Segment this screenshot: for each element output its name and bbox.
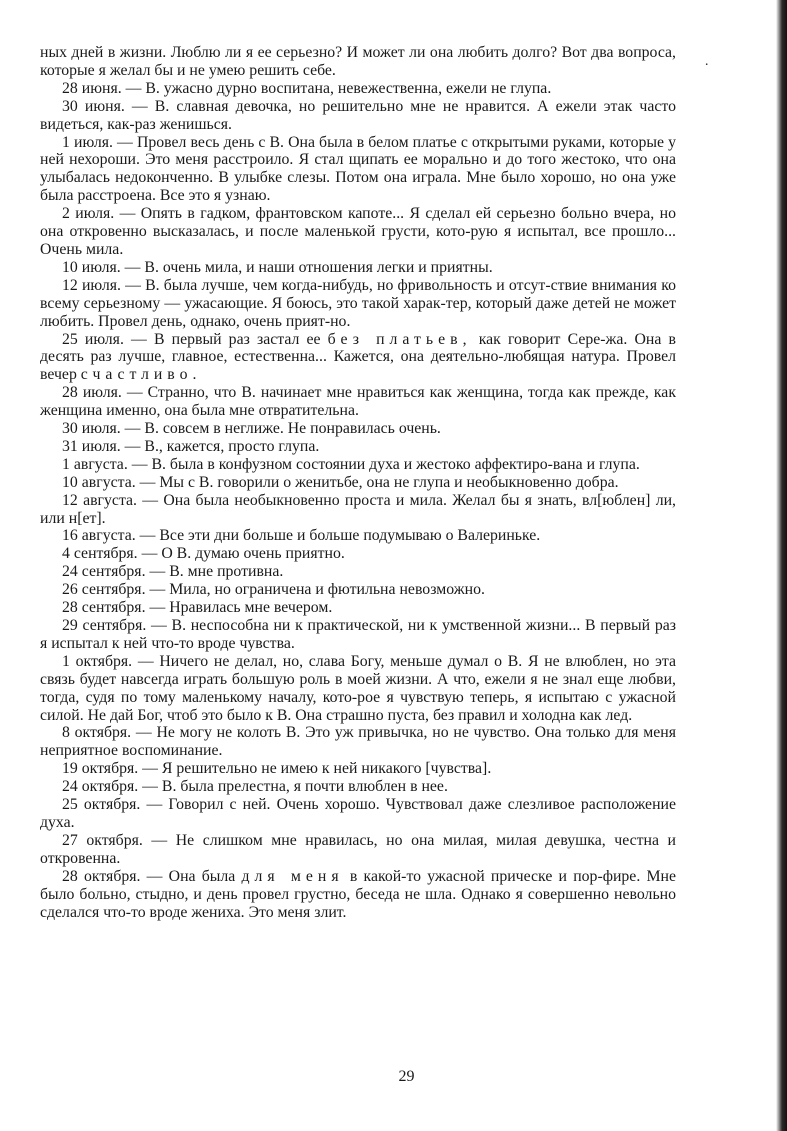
diary-entry: 30 июня. — В. славная девочка, но решительно мне не нравится. А ежели этак часто видеться, как-раз женишься. xyxy=(40,97,676,133)
diary-entry: 26 сентября. — Мила, но ограничена и фютильна невозможно. xyxy=(62,581,485,599)
diary-entry: 1 августа. — В. была в конфузном состоянии духа и жестоко аффектиро-вана и глупа. xyxy=(62,455,640,473)
diary-entry xyxy=(40,868,676,922)
diary-entry: 29 сентября. — В. неспособна ни к практической, ни к умственной жизни... В первый раз я испытал к ней что-то вроде чувства. xyxy=(40,617,676,652)
spaced-emphasis: счастливо. xyxy=(80,366,202,384)
entry-text: 25 июля. — В первый раз застал ее xyxy=(62,330,328,348)
diary-entry: 12 августа. — Она была необыкновенно проста и мила. Желал бы я знать, вл[юблен] ли, или н[ет]. xyxy=(40,491,676,527)
diary-entry: 10 августа. — Мы с В. говорили о женитьбе, она не глупа и необыкновенно добра. xyxy=(62,473,619,491)
diary-entry xyxy=(40,331,676,385)
diary-entry: 28 июля. — Странно, что В. начинает мне нравиться как женщина, тогда как прежде, как женщина именно, она была мне отвратительна. xyxy=(40,384,676,420)
diary-entry: 1 июля. — Провел весь день с В. Она была в белом платье с открытыми руками, которые у ней нехороши. Это меня расстроило. Я стал щипать ее морально и до того жестоко, что она улыбалась недоконченно. В улыбке слезы. Потом она играла. Мне было хорошо, но она уже была расстроена. Все это я узнаю. xyxy=(40,133,676,205)
diary-entry: 12 июля. — В. была лучше, чем когда-нибудь, но фривольность и отсут-ствие внимания ко всему серьезному — ужасающие. Я боюсь, это такой харак-тер, который даже детей не может любить. Провел день, однако, очень прият-но. xyxy=(40,276,676,330)
entry-text: как говорит Сере-жа. Она в десять раз лучше, главное, естественна... Кажется, она деятельно-любящая натура. Провел вечер xyxy=(40,330,676,384)
diary-entry: ных дней в жизни. Люблю ли я ее серьезно? И может ли она любить долго? Вот два вопроса, которые я желал бы и не умею решить себе. xyxy=(40,44,676,79)
entry-text: 28 октября. — Она была xyxy=(62,867,242,885)
diary-entry: 24 октября. — В. была прелестна, я почти влюблен в нее. xyxy=(62,778,448,796)
spaced-emphasis: без платьев, xyxy=(327,330,472,348)
diary-entry: 28 сентября. — Нравилась мне вечером. xyxy=(62,599,333,617)
scan-speck: · xyxy=(704,58,709,73)
page-number: 29 xyxy=(398,1068,415,1085)
diary-entry: 31 июля. — В., кажется, просто глупа. xyxy=(62,437,320,455)
diary-entry: 28 июня. — В. ужасно дурно воспитана, невежественна, ежели не глупа. xyxy=(62,79,552,97)
diary-entry: 16 августа. — Все эти дни больше и больше подумываю о Валериньке. xyxy=(62,527,541,545)
entry-text: в какой-то ужасной прическе и пор-фире. Мне было больно, стыдно, и день провел грустно, беседа не шла. Однако я совершенно невольно сделался что-то вроде жениха. Это меня злит. xyxy=(40,867,676,921)
diary-entry: 25 октября. — Говорил с ней. Очень хорошо. Чувствовал даже слезливое расположение духа. xyxy=(40,796,676,831)
diary-entry: 10 июля. — В. очень мила, и наши отношения легки и приятны. xyxy=(62,258,493,276)
diary-entry: 19 октября. — Я решительно не имею к ней никакого [чувства]. xyxy=(62,760,492,778)
diary-entry: 30 июля. — В. совсем в неглиже. Не понравилась очень. xyxy=(62,420,441,438)
page-binding-shadow xyxy=(776,0,787,1131)
diary-entry: 4 сентября. — О В. думаю очень приятно. xyxy=(62,545,345,563)
diary-entry: 24 сентября. — В. мне противна. xyxy=(62,563,284,581)
diary-text xyxy=(40,44,676,921)
diary-entry: 27 октября. — Не слишком мне нравилась, но она милая, милая девушка, честна и откровенна. xyxy=(40,831,676,867)
diary-entry: 8 октября. — Не могу не колоть В. Это уж привычка, но не чувство. Она только для меня неприятное воспоминание. xyxy=(40,724,676,760)
spaced-emphasis: для меня xyxy=(241,867,344,885)
diary-entry: 2 июля. — Опять в гадком, франтовском капоте... Я сделал ей серьезно больно вчера, но она откровенно высказалась, и после маленькой грусти, кото-рую я испытал, все прошло... Очень мила. xyxy=(40,205,676,258)
diary-entry: 1 октября. — Ничего не делал, но, слава Богу, меньше думал о В. Я не влюблен, но эта связь будет навсегда играть большую роль в моей жизни. А что, ежели я не знал еще любви, тогда, судя по тому маленькому началу, кото-рое я чувствую теперь, я испытаю с ужасной силой. Не дай Бог, чтоб это было к В. Она страшно пуста, без правил и холодна как лед. xyxy=(40,652,676,724)
